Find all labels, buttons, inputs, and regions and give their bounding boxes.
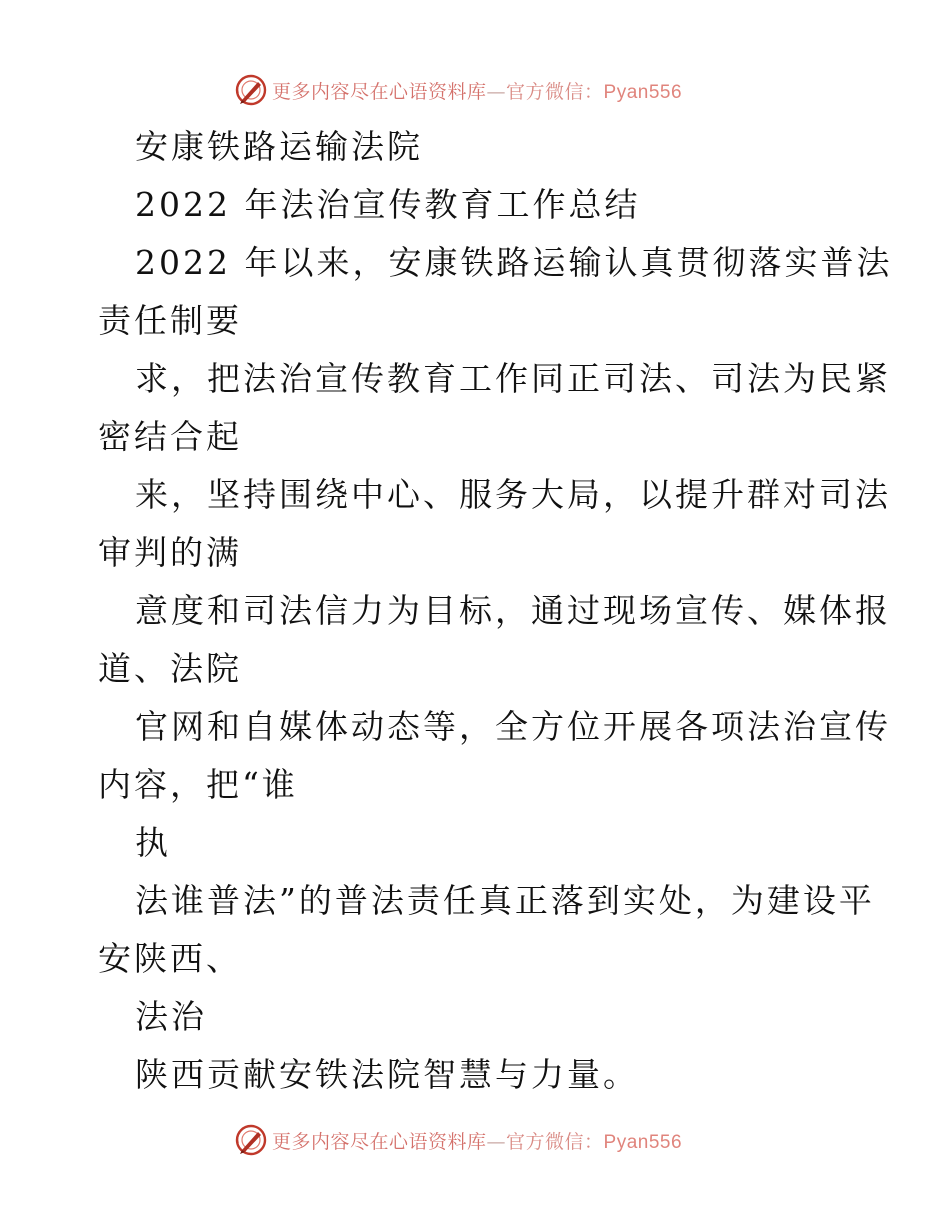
- paragraph-line: 密结合起: [98, 417, 242, 456]
- paragraph-line: 2022 年以来，安康铁路运输认真贯彻落实普法: [135, 243, 893, 282]
- paragraph-line: 法谁普法”的普法责任真正落到实处，为建设平: [135, 881, 875, 920]
- footer-wechat-label: 官方微信：: [506, 1130, 604, 1153]
- paragraph-line: 审判的满: [98, 533, 242, 572]
- footer-banner: [234, 1122, 682, 1158]
- paragraph-line: 来，坚持围绕中心、服务大局，以提升群对司法: [135, 475, 891, 514]
- document-title: 安康铁路运输法院: [135, 127, 423, 166]
- paragraph-line: 法治: [135, 997, 207, 1036]
- paragraph-line: 安陕西、: [98, 939, 242, 978]
- document-body: [98, 118, 893, 1104]
- footer-site-text: 更多内容尽在心语资料库: [272, 1130, 487, 1153]
- pen-logo-icon: [234, 1123, 268, 1157]
- header-wechat-label: 官方微信：: [506, 80, 604, 103]
- paragraph-line: 意度和司法信力为目标，通过现场宣传、媒体报: [135, 591, 891, 630]
- paragraph-line: 道、法院: [98, 649, 242, 688]
- paragraph-line: 求，把法治宣传教育工作同正司法、司法为民紧: [135, 359, 891, 398]
- footer-separator: —: [486, 1130, 507, 1153]
- paragraph-line: 陕西贡献安铁法院智慧与力量。: [135, 1055, 639, 1094]
- footer-wechat-id: Pyan556: [603, 1131, 683, 1153]
- header-banner: [234, 72, 682, 108]
- header-site-text: 更多内容尽在心语资料库: [272, 80, 487, 103]
- document-subtitle: 2022 年法治宣传教育工作总结: [135, 185, 641, 224]
- header-wechat-id: Pyan556: [603, 81, 683, 103]
- header-separator: —: [486, 80, 507, 103]
- paragraph-line: 执: [135, 823, 171, 862]
- paragraph-line: 官网和自媒体动态等，全方位开展各项法治宣传: [135, 707, 891, 746]
- paragraph-line: 责任制要: [98, 301, 242, 340]
- pen-logo-icon: [234, 73, 268, 107]
- paragraph-line: 内容，把“谁: [98, 765, 298, 804]
